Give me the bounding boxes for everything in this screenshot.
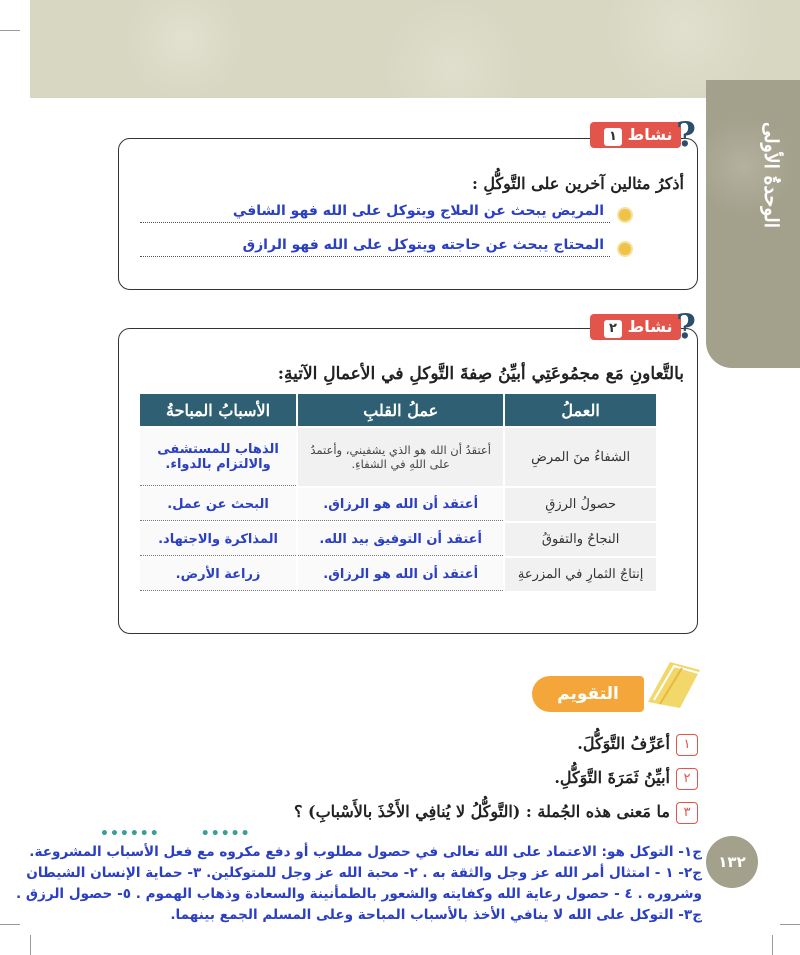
table-row xyxy=(140,523,656,556)
causes-cell: المذاكرة والاجتهاد. xyxy=(140,523,296,556)
crop-mark xyxy=(30,935,31,955)
heart-cell: أعتقد أن التوفيق بيد الله. xyxy=(298,523,503,556)
table-row xyxy=(140,428,656,486)
unit-title: الوحدةُ الأولى xyxy=(760,121,782,229)
heart-cell: أعتقد أن الله هو الرزاق. xyxy=(298,558,503,591)
question-mark-icon: ? xyxy=(676,307,696,347)
work-cell: الشفاءُ منَ المرضِ xyxy=(505,428,656,486)
causes-cell: الذهاب للمستشفى والالتزام بالدواء. xyxy=(140,428,296,486)
table-row xyxy=(140,558,656,591)
question-number: ٣ xyxy=(676,802,698,824)
bullet-icon xyxy=(617,241,633,257)
activity-1-question: أذكرُ مثالين آخرين على التَّوكُّلِ : xyxy=(471,174,684,193)
work-cell: إنتاجُ الثمارِ في المزرعةِ xyxy=(505,558,656,591)
table-row xyxy=(140,488,656,521)
crop-mark xyxy=(780,924,800,925)
activity-1-answer: المريض يبحث عن العلاج ويتوكل على الله فهو الشافي xyxy=(232,203,604,219)
activity-2-label xyxy=(590,314,681,340)
answer-line-text: وشروره . ٤ - حصول رعاية الله وكفايته والشعور بالطمأنينة والسعادة وذهاب الهموم . ٥- حصول الرزق . xyxy=(16,886,702,902)
book-icon xyxy=(640,652,710,712)
causes-table xyxy=(138,392,658,593)
evaluation-question: ما مَعنى هذه الجُملة : (التَّوكُّلُ لا يُنافِي الأَخْذَ بالأَسْبابِ) ؟ xyxy=(293,802,670,821)
heart-cell: أعتقد أن الله هو الرزاق. xyxy=(298,488,503,521)
answer-line xyxy=(140,256,610,257)
activity-1-label-text: نشاط xyxy=(627,125,673,144)
table-header: العملُ xyxy=(505,394,656,426)
answer-line xyxy=(140,222,610,223)
table-header-row xyxy=(140,394,656,426)
causes-cell: البحث عن عمل. xyxy=(140,488,296,521)
question-mark-icon: ? xyxy=(676,115,696,155)
work-cell: حصولُ الرزقِ xyxy=(505,488,656,521)
causes-cell: زراعة الأرض. xyxy=(140,558,296,591)
heart-cell: أعتقدُ أن الله هو الذي يشفيني، وأعتمدُ على اللهِ في الشفاءِ. xyxy=(298,428,503,486)
handwritten-answers xyxy=(16,842,702,926)
crop-mark xyxy=(0,924,20,925)
table-header: عملُ القلبِ xyxy=(298,394,503,426)
work-cell: النجاحُ والتفوقُ xyxy=(505,523,656,556)
header-band xyxy=(30,0,800,98)
table-header: الأسبابُ المباحةُ xyxy=(140,394,296,426)
page-number: ١٣٢ xyxy=(706,836,758,888)
answer-line-text: ج٢- ١ - امتثال أمر الله عز وجل والثقة به . ٢- محبة الله عز وجل للمتوكلين. ٣- حماية الإنسان الشيطان xyxy=(26,865,702,881)
answer-line-text: ج١- التوكل هو: الاعتماد على الله تعالى في حصول مطلوب أو دفع مكروه مع فعل الأسباب المشروعة. xyxy=(29,844,702,860)
answer-line-text: ج٣- التوكل على الله لا ينافي الأخذ بالأسباب المباحة وعلى المسلم الجمع بينهما. xyxy=(170,907,702,923)
activity-1-number: ١ xyxy=(604,128,622,146)
question-number: ١ xyxy=(676,734,698,756)
decorative-dots: ••••• •••••• xyxy=(100,826,251,842)
question-number: ٢ xyxy=(676,768,698,790)
crop-mark xyxy=(0,30,20,31)
evaluation-title: التقويم xyxy=(532,676,644,712)
evaluation-question: أعَرِّفُ التَّوَكُّلَ. xyxy=(577,734,670,753)
activity-1-label xyxy=(590,122,681,148)
activity-2-number: ٢ xyxy=(604,320,622,338)
activity-2-question: بالتَّعاونِ مَع مجمُوعَتِي أبيِّنُ صِفةَ التَّوكلِ في الأعمالِ الآتيةِ: xyxy=(277,364,684,384)
evaluation-question: أبيِّنُ ثَمَرَةَ التَّوَكُّلِ. xyxy=(554,768,670,787)
activity-2-label-text: نشاط xyxy=(627,317,673,336)
activity-1-answer: المحتاج يبحث عن حاجته ويتوكل على الله فهو الرازق xyxy=(242,237,604,253)
crop-mark xyxy=(772,935,773,955)
bullet-icon xyxy=(617,207,633,223)
